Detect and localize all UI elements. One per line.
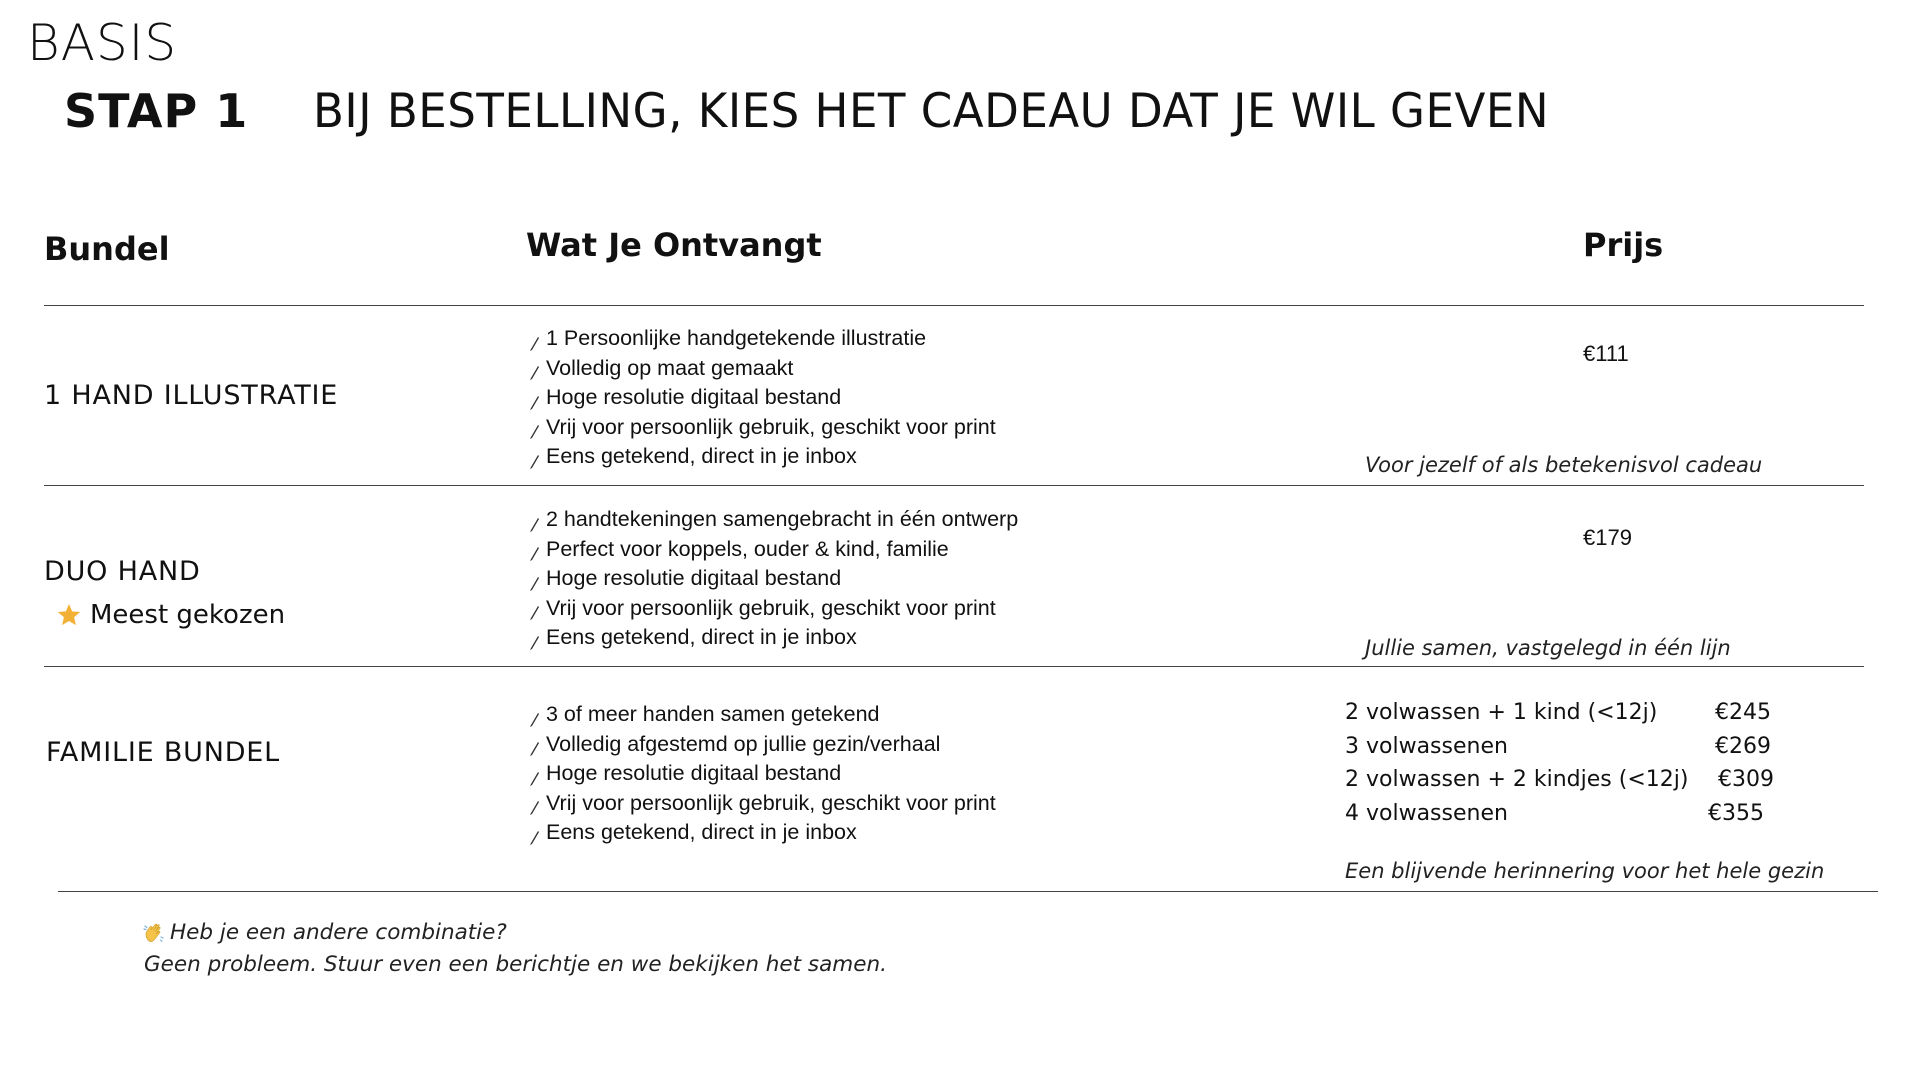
pen-icon (528, 512, 540, 528)
price-option-label: 2 volwassen + 2 kindjes (<12j) (1345, 767, 1689, 792)
waving-hand-icon (142, 921, 166, 945)
price-option-row (1345, 763, 1774, 797)
star-icon (56, 602, 82, 628)
feature-list (526, 700, 996, 848)
divider (58, 891, 1878, 892)
list-item: Hoge resolutie digitaal bestand (526, 564, 1018, 594)
price-option-row (1345, 797, 1774, 831)
column-header-receive: Wat Je Ontvangt (526, 226, 822, 264)
price-option-value: €309 (1718, 767, 1774, 792)
tagline: Jullie samen, vastgelegd in één lijn (1365, 636, 1731, 660)
divider (44, 305, 1864, 306)
pen-icon (528, 766, 540, 782)
list-item: Vrij voor persoonlijk gebruik, geschikt voor print (526, 594, 1018, 624)
bundle-name: DUO HAND (44, 556, 201, 587)
tagline: Voor jezelf of als betekenisvol cadeau (1365, 453, 1763, 477)
pen-icon (528, 600, 540, 616)
pen-icon (528, 390, 540, 406)
pen-icon (528, 571, 540, 587)
footer-line-1 (142, 920, 507, 945)
badge-label: Meest gekozen (90, 600, 286, 630)
step-label: STAP 1 (64, 84, 249, 138)
price: €111 (1583, 341, 1629, 366)
feature-list (526, 324, 996, 472)
list-item: Perfect voor koppels, ouder & kind, familie (526, 535, 1018, 565)
price-option-row (1345, 696, 1774, 730)
price-options (1345, 696, 1774, 830)
list-item: 2 handtekeningen samengebracht in één ontwerp (526, 505, 1018, 535)
list-item: Vrij voor persoonlijk gebruik, geschikt voor print (526, 413, 996, 443)
footer-question: Heb je een andere combinatie? (170, 920, 507, 945)
pen-icon (528, 736, 540, 752)
list-item: 1 Persoonlijke handgetekende illustratie (526, 324, 996, 354)
list-item: Hoge resolutie digitaal bestand (526, 383, 996, 413)
pen-icon (528, 331, 540, 347)
list-item: Eens getekend, direct in je inbox (526, 442, 996, 472)
divider (44, 485, 1864, 486)
bundle-name: 1 HAND ILLUSTRATIE (44, 380, 339, 411)
footer-line-2: Geen probleem. Stuur even een berichtje en we bekijken het samen. (144, 952, 887, 977)
column-header-bundle: Bundel (44, 230, 170, 268)
list-item: Volledig afgestemd op jullie gezin/verhaal (526, 730, 996, 760)
tagline: Een blijvende herinnering voor het hele gezin (1345, 859, 1825, 883)
most-chosen-badge (56, 600, 285, 630)
price-option-label: 2 volwassen + 1 kind (<12j) (1345, 700, 1658, 725)
price-option-value: €355 (1708, 800, 1764, 826)
list-item: Vrij voor persoonlijk gebruik, geschikt voor print (526, 789, 996, 819)
list-item: Hoge resolutie digitaal bestand (526, 759, 996, 789)
step-title: BIJ BESTELLING, KIES HET CADEAU DAT JE WIL GEVEN (313, 84, 1550, 139)
feature-list (526, 505, 1018, 653)
pen-icon (528, 419, 540, 435)
list-item: Volledig op maat gemaakt (526, 354, 996, 384)
list-item: 3 of meer handen samen getekend (526, 700, 996, 730)
price-option-value: €269 (1715, 733, 1771, 759)
pen-icon (528, 541, 540, 557)
pen-icon (528, 825, 540, 841)
price-option-value: €245 (1715, 700, 1771, 725)
pen-icon (528, 630, 540, 646)
price-option-label: 3 volwassenen (1345, 733, 1508, 759)
pen-icon (528, 707, 540, 723)
column-header-price: Prijs (1583, 226, 1664, 264)
bundle-name: FAMILIE BUNDEL (46, 737, 281, 768)
list-item: Eens getekend, direct in je inbox (526, 818, 996, 848)
pen-icon (528, 795, 540, 811)
pen-icon (528, 449, 540, 465)
price-option-label: 4 volwassenen (1345, 800, 1508, 826)
page-heading-basis: BASIS (27, 14, 178, 72)
price-option-row (1345, 730, 1774, 764)
divider (44, 666, 1864, 667)
list-item: Eens getekend, direct in je inbox (526, 623, 1018, 653)
pen-icon (528, 360, 540, 376)
price: €179 (1583, 525, 1632, 550)
